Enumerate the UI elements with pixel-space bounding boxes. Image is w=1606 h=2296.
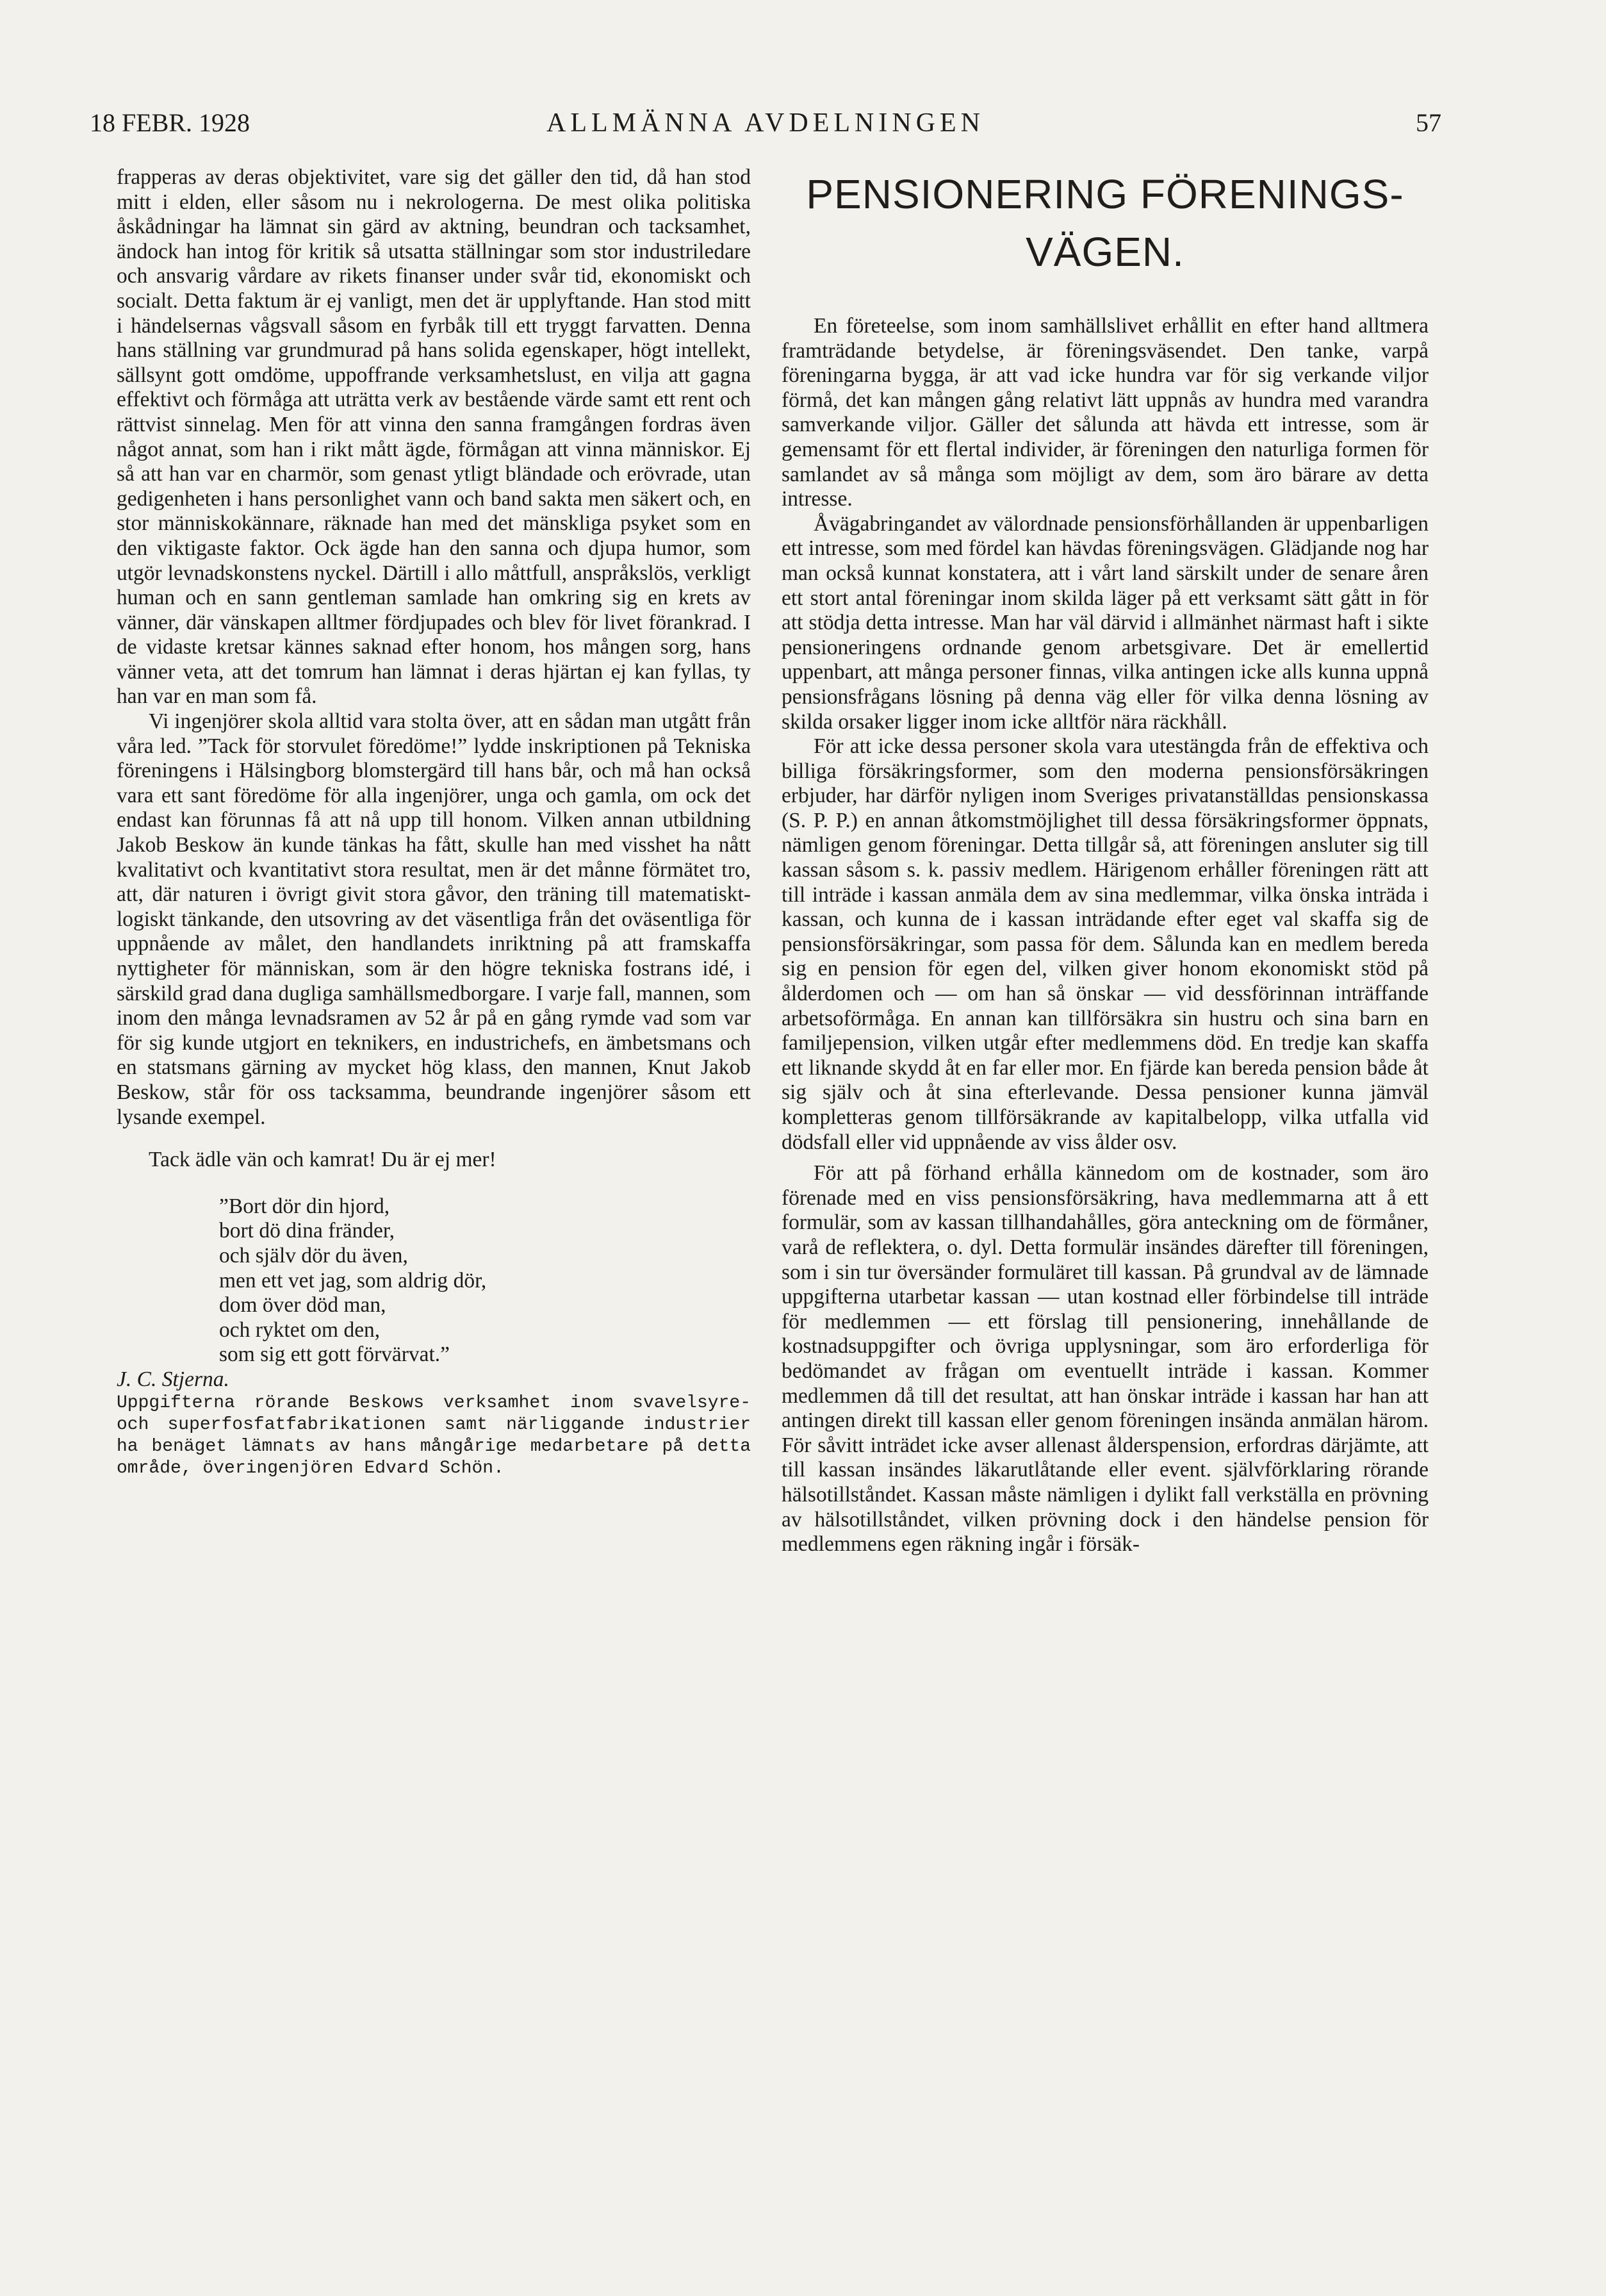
left-paragraph-2: Vi ingenjörer skola alltid vara stolta över, att en sådan man utgått från våra led. ”Tack för storvulet föredöme!” lydde inskriptionen på Tekniska föreningens i Hälsingborg blomstergärd till hans bår, och må han också vara ett sant föredöme för alla ingenjörer, unga och gamla, om ock det endast kan förunnas få att nå upp till honom. Vilken annan utbildning Jakob Beskow än kunde tänkas ha fått, skulle han med visshet ha nått kvalitativt och kvantitativt stora resultat, men är det månne förmätet tro, att, där naturen i övrigt givit stora gåvor, den träning till matematiskt-logiskt tänkande, den utsovring av det väsentliga från det oväsentliga för uppnående av målet, den handlandets inriktning på att framskaffa nyttigheter för människan, som är den högre tekniska fostrans idé, i särskild grad dana dugliga samhällsmedborgare. I varje fall, mannen, som inom den många levnadsramen av 52 år på en gång rymde vad som var för sig kunde utgjort en teknikers, en industrichefs, en ämbetsmans och en statsmans gärning av mycket hög klass, den mannen, Knut Jakob Beskow, står för oss tacksamma, beundrande ingenjörer såsom ett lysande exempel. (117, 709, 751, 1129)
page-number: 57 (1416, 108, 1441, 137)
right-paragraph-1: En företeelse, som inom samhällslivet erhållit en efter hand alltmera framträdande betydelse, är föreningsväsendet. Den tanke, varpå föreningarna bygga, är att vad icke hundra var för sig verkande viljor förmå, det kan mången gång relativt lätt uppnås av hundra med varandra samverkande viljor. Gäller det sålunda att hävda ett intresse, som är gemensamt för ett flertal individer, är föreningen den naturliga formen för samlandet av så många som möjligt av dem, som äro bärare av detta intresse. (782, 314, 1429, 511)
right-paragraph-2: Åvägabringandet av välordnade pensionsförhållanden är uppenbarligen ett intresse, som med fördel kan hävdas föreningsvägen. Glädjande nog har man också kunnat konstatera, att i vårt land särskilt under de senare åren ett stort antal föreningar inom skilda läger på ett verksamt sätt gått in för att stödja detta intresse. Man har väl därvid i allmänhet närmast haft i sikte pensioneringens ordnande genom arbetsgivare. Det är emellertid uppenbart, att många personer finnas, vilka antingen icke alls kunna uppnå pensionsfrågans lösning på denna väg eller för vilka denna lösning av skilda orsaker ligger inom icke alltför nära räckhåll. (782, 511, 1429, 734)
article-title (782, 165, 1429, 281)
page-header (90, 108, 1441, 153)
poem (219, 1194, 751, 1367)
right-paragraph-4: För att på förhand erhålla kännedom om de kostnader, som äro förenade med en viss pensionsförsäkring, hava medlemmarna att å ett formulär, som av kassan tillhandahålles, göra anteckning om de förmåner, varå de reflektera, o. dyl. Detta formulär insändes därefter till föreningen, som i sin tur översänder formuläret till kassan. På grundval av de lämnade uppgifterna utarbetar kassan — utan kostnad eller förbindelse till inträde för medlemmen — ett förslag till pensionering, innehållande de kostnadsuppgifter och övriga upplysningar, som äro erforderliga för bedömandet av frågan om eventuellt inträde i kassan. Kommer medlemmen då till det resultat, att han önskar inträde i kassan har han att antingen direkt till kassan eller genom föreningen insända anmälan härom. För såvitt inträdet icke avser allenast ålderspension, erfordras därjämte, att till kassan insändes läkarutlåtande eller event. självförklaring rörande hälsotillståndet. Kassan måste nämligen i dylikt fall verkställa en prövning av hälsotillståndet, vilken prövning dock i den händelse pension för medlemmens egen räkning ingår i försäk- (782, 1161, 1429, 1557)
poem-line: men ett vet jag, som aldrig dör, (219, 1268, 487, 1293)
poem-line: dom över död man, (219, 1293, 386, 1317)
left-paragraph-1: frapperas av deras objektivitet, vare sig det gäller den tid, då han stod mitt i elden, eller såsom nu i nekrologerna. De mest olika politiska åskådningar ha lämnat sin gärd av aktning, beundran och tacksamhet, ändock han intog för kritik så utsatta ställningar som stor industriledare och ansvarig vårdare av rikets finanser under svår tid, ekonomiskt och socialt. Detta faktum är ej vanligt, men det är upplyftande. Han stod mitt i händelsernas vågsvall såsom en fyrbåk till ett tryggt farvatten. Denna hans ställning var grundmurad på hans solida egenskaper, högt intellekt, sällsynt gott omdöme, uppoffrande verksamhetslust, en vilja att gagna effektivt och förmåga att uträtta verk av bestående värde samt ett rent och rättvist sinnelag. Men för att vinna den sanna framgången fordras även något annat, som han i rikt mått ägde, förmågan att vinna människor. Ej så att han var en charmör, som genast ytligt bländade och erövrade, utan gedigenheten i hans personlighet vann och band sakta men säkert och, en stor människokännare, räknade han med det mänskliga psyket som en den viktigaste faktor. Ock ägde han den sanna och djupa humor, som utgör levnadskonstens nyckel. Därtill i allo måttfull, anspråkslös, verkligt human och en sann gentleman samlade han omkring sig en krets av vänner, där vänskapen alltmer fördjupades och blev för livet förankrad. I de vidaste kretsar kännes saknad efter honom, hos mången sorg, hans vänner veta, att det tomrum han lämnat i deras hjärtan ej kan fyllas, ty han var en man som få. (117, 165, 751, 709)
poem-line: ”Bort dör din hjord, (219, 1194, 390, 1218)
article-title-line-1: PENSIONERING FÖRENINGS- (806, 171, 1404, 217)
poem-line: bort dö dina fränder, (219, 1219, 395, 1243)
right-column (782, 165, 1429, 1557)
left-column (117, 165, 751, 1480)
left-paragraph-3: Tack ädle vän och kamrat! Du är ej mer! (149, 1148, 496, 1172)
poem-line: som sig ett gott förvärvat.” (219, 1342, 450, 1367)
footnote: Uppgifterna rörande Beskows verksamhet inom svavelsyre- och superfosfatfabrikationen samt närliggande industrier ha benäget lämnats av hans mångårige medarbetare på detta område, överingenjören Edvard Schön. (117, 1392, 751, 1478)
poem-line: och ryktet om den, (219, 1317, 381, 1342)
author-signature: J. C. Stjerna. (117, 1367, 229, 1391)
article-title-line-2: VÄGEN. (1026, 229, 1184, 275)
section-title: ALLMÄNNA AVDELNINGEN (546, 108, 985, 138)
issue-date: 18 FEBR. 1928 (90, 108, 250, 137)
poem-line: och själv dör du även, (219, 1243, 408, 1268)
right-paragraph-3: För att icke dessa personer skola vara utestängda från de effektiva och billiga försäkringsformer, som den moderna pensionsförsäkringen erbjuder, har därför nyligen inom Sveriges privatanställdas pensionskassa (S. P. P.) en annan åtkomstmöjlighet till dessa försäkringsformer öppnats, nämligen genom föreningar. Detta tillgår så, att föreningen ansluter sig till kassan såsom s. k. passiv medlem. Härigenom erhåller föreningen rätt att till inträde i kassan anmäla dem av sina medlemmar, vilka önska inträda i kassan, och kunna de i kassan inträdande efter eget val skaffa sig de pensionsförsäkringar, som passa för dem. Sålunda kan en medlem bereda sig en pension för egen del, vilken giver honom ekonomiskt stöd på ålderdomen och — om han så önskar — vid dessförinnan inträffande arbetsoförmåga. En annan kan tillförsäkra sin hustru och sina barn en familjepension, vilken utgår efter medlemmens död. En tredje kan skaffa ett liknande skydd åt en far eller mor. En fjärde kan bereda pension både åt sig själv och åt sina efterlevande. Dessa pensioner kunna jämväl kompletteras genom tillförsäkrande av kapitalbelopp, vilka utfalla vid dödsfall eller vid uppnående av viss ålder osv. (782, 734, 1429, 1154)
